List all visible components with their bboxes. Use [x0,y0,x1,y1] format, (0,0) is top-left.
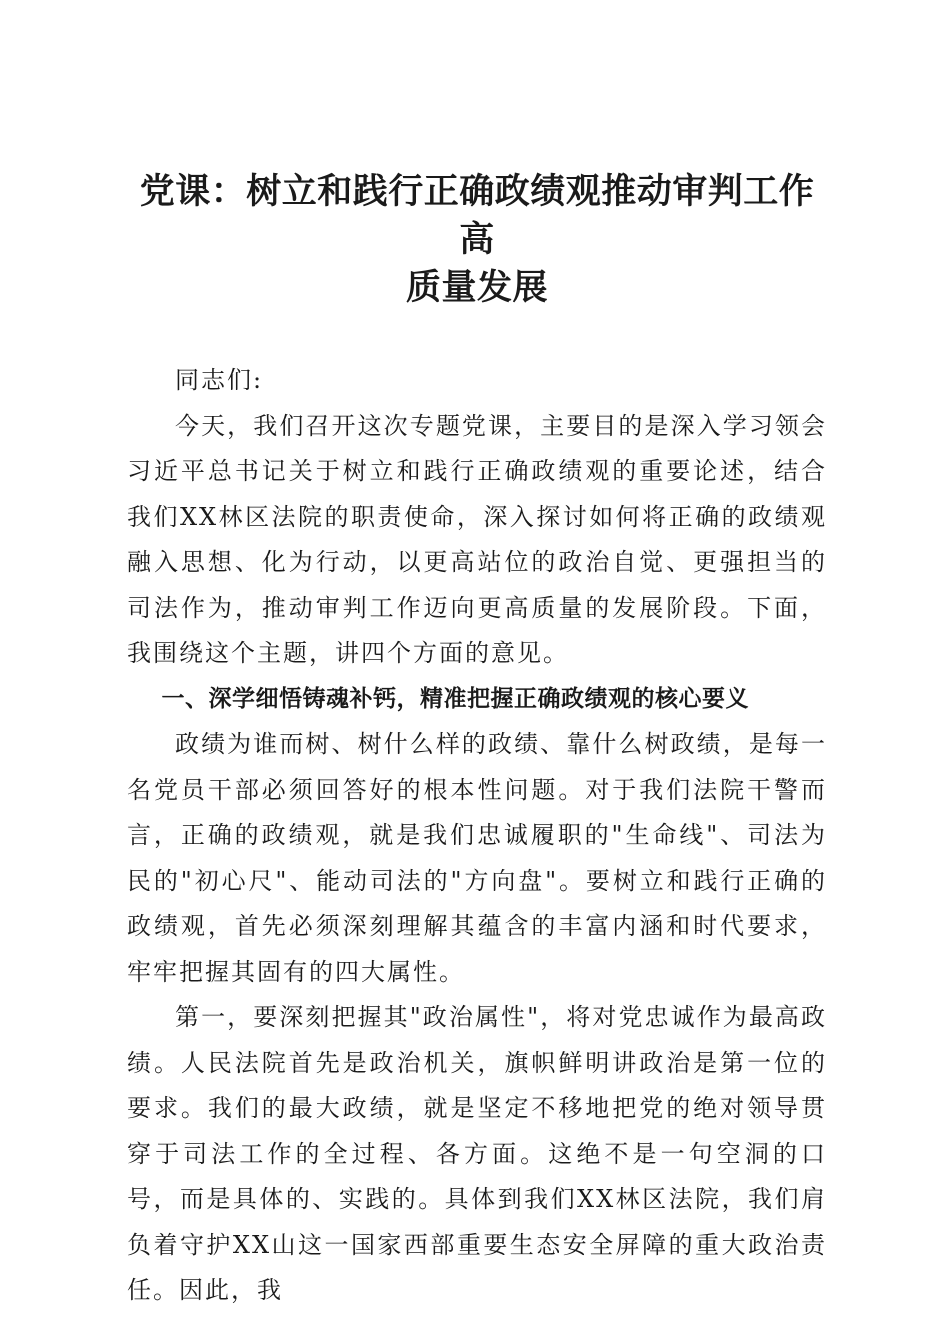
section-1-heading: 一、深学细悟铸魂补钙，精准把握正确政绩观的核心要义 [161,685,749,712]
document-title [127,168,827,312]
section-1-paragraph-2: 第一，要深刻把握其"政治属性"，将对党忠诚作为最高政绩。人民法院首先是政治机关，旗帜鲜明讲政治是第一位的要求。我们的最大政绩，就是坚定不移地把党的绝对领导贯穿于司法工作的全过程、各方面。这绝不是一句空洞的口号，而是具体的、实践的。具体到我们XX林区法院，我们肩负着守护XX山这一国家西部重要生态安全屏障的重大政治责任。因此，我 [127,1003,827,1304]
document-page [127,168,827,1314]
title-line-1: 党课：树立和践行正确政绩观推动审判工作高 [139,172,815,260]
section-1-paragraph-1: 政绩为谁而树、树什么样的政绩、靠什么树政绩，是每一名党员干部必须回答好的根本性问题。对于我们法院干警而言，正确的政绩观，就是我们忠诚履职的"生命线"、司法为民的"初心尺"、能动司法的"方向盘"。要树立和践行正确的政绩观，首先必须深刻理解其蕴含的丰富内涵和时代要求，牢牢把握其固有的四大属性。 [127,730,827,986]
intro-paragraph: 今天，我们召开这次专题党课，主要目的是深入学习领会习近平总书记关于树立和践行正确政绩观的重要论述，结合我们XX林区法院的职责使命，深入探讨如何将正确的政绩观融入思想、化为行动，以更高站位的政治自觉、更强担当的司法作为，推动审判工作迈向更高质量的发展阶段。下面，我围绕这个主题，讲四个方面的意见。 [127,411,827,667]
salutation: 同志们: [175,366,264,394]
title-line-2: 质量发展 [405,268,548,308]
